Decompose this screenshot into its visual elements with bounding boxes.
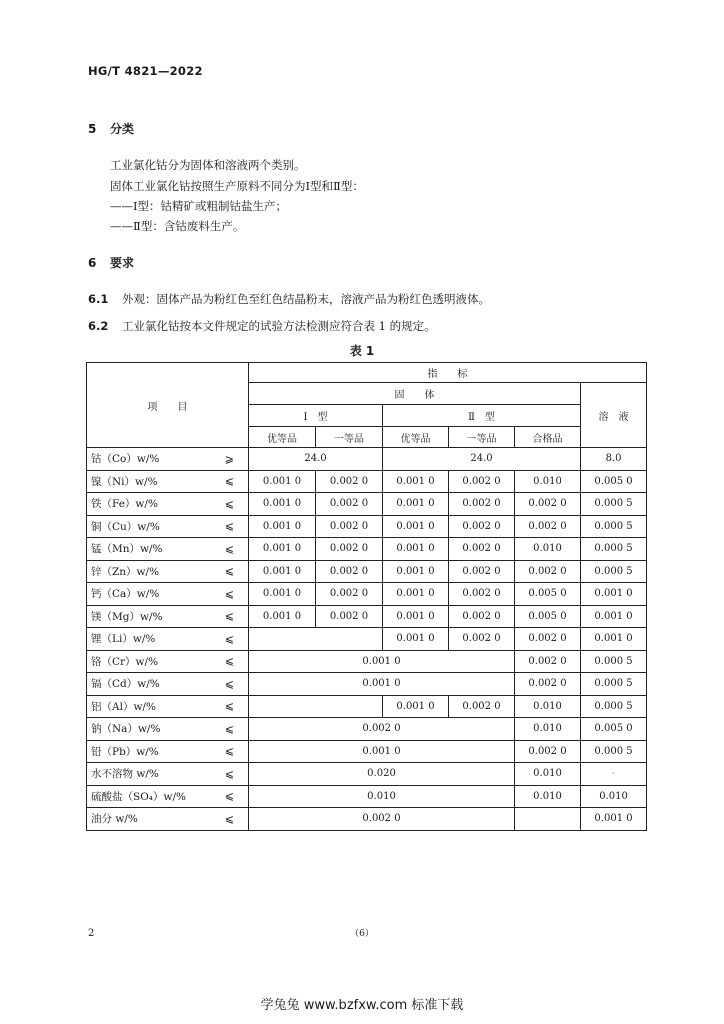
table-cell: 0.002 0	[249, 808, 515, 831]
table-cell: 0.001 0	[249, 673, 515, 696]
operator: ⩽	[224, 632, 234, 646]
operator: ⩽	[224, 767, 234, 781]
table-cell: 0.002 0	[515, 493, 581, 516]
table-cell-empty	[515, 808, 581, 831]
table-cell: 0.000 5	[581, 560, 647, 583]
table-cell: 8.0	[581, 448, 647, 471]
header-t2-first: 一等品	[449, 427, 515, 448]
operator: ⩾	[224, 452, 234, 466]
header-type-2: Ⅱ 型	[383, 405, 581, 427]
table-cell-empty	[249, 628, 383, 651]
table-row	[87, 718, 647, 741]
row-item: 油分 w/% ⩽	[87, 808, 249, 831]
table-cell: 0.001 0	[249, 605, 316, 628]
standard-number: HG/T 4821—2022	[88, 64, 203, 78]
operator: ⩽	[224, 722, 234, 736]
table-cell: 0.002 0	[515, 560, 581, 583]
header-type-1: Ⅰ 型	[249, 405, 383, 427]
row-item: 铅（Pb）w/% ⩽	[87, 740, 249, 763]
section-5-number: 5	[88, 122, 97, 136]
operator: ⩽	[224, 474, 234, 488]
clause-text: 工业氯化钴按本文件规定的试验方法检测应符合表 1 的规定。	[122, 319, 436, 333]
table-row	[87, 740, 647, 763]
table-cell: 0.002 0	[316, 605, 383, 628]
header-t2-qualified: 合格品	[515, 427, 581, 448]
table-row	[87, 650, 647, 673]
section-5-heading	[88, 120, 134, 137]
section-6-heading	[88, 254, 134, 271]
table-cell: 0.000 5	[581, 740, 647, 763]
table-row	[87, 763, 647, 786]
table-cell: 0.000 5	[581, 695, 647, 718]
header-t1-superior: 优等品	[249, 427, 316, 448]
table-cell: 0.001 0	[383, 605, 449, 628]
table-cell: 0.001 0	[383, 470, 449, 493]
table-cell: 0.002 0	[316, 538, 383, 561]
row-item: 硫酸盐（SO₄）w/% ⩽	[87, 785, 249, 808]
table-cell: 0.002 0	[449, 538, 515, 561]
operator: ⩽	[224, 654, 234, 668]
table-cell: 0.001 0	[249, 470, 316, 493]
table-row	[87, 808, 647, 831]
table-cell: 0.010	[515, 785, 581, 808]
table-row	[87, 515, 647, 538]
table-row	[87, 470, 647, 493]
table-row	[87, 538, 647, 561]
row-item: 锰（Mn）w/% ⩽	[87, 538, 249, 561]
table-cell-empty	[249, 695, 383, 718]
page-number: 2	[88, 928, 95, 939]
table-cell: 0.002 0	[449, 583, 515, 606]
table-cell: 0.001 0	[249, 515, 316, 538]
table-cell: 0.002 0	[515, 515, 581, 538]
operator: ⩽	[224, 587, 234, 601]
header-index: 指 标	[249, 363, 647, 383]
operator: ⩽	[224, 677, 234, 691]
operator: ⩽	[224, 744, 234, 758]
row-item: 锂（Li）w/% ⩽	[87, 628, 249, 651]
operator: ⩽	[224, 789, 234, 803]
table-cell: 0.020	[249, 763, 515, 786]
spec-table	[86, 362, 647, 831]
table-cell: 0.001 0	[581, 605, 647, 628]
table-cell: 0.002 0	[449, 695, 515, 718]
table-row	[87, 560, 647, 583]
table-cell: 0.001 0	[383, 538, 449, 561]
table-cell: 0.000 5	[581, 673, 647, 696]
clause-number: 6.2	[88, 319, 109, 333]
table-caption: 表 1	[349, 344, 375, 358]
table-cell: 0.002 0	[316, 515, 383, 538]
table-cell: 0.005 0	[515, 605, 581, 628]
operator: ⩽	[224, 699, 234, 713]
table-row	[87, 695, 647, 718]
table-cell: 0.000 5	[581, 538, 647, 561]
operator: ⩽	[224, 564, 234, 578]
section-5-paragraph: 固体工业氯化钴按照生产原料不同分为Ⅰ型和Ⅱ型：	[110, 179, 364, 193]
section-5-list-item: ——Ⅰ型：钴精矿或粗制钴盐生产；	[110, 199, 288, 213]
table-cell: 0.001 0	[249, 583, 316, 606]
table-cell: 0.000 5	[581, 493, 647, 516]
clause-6-2	[88, 318, 436, 334]
table-cell: 0.001 0	[383, 515, 449, 538]
header-solution: 溶 液	[581, 383, 647, 448]
table-cell: 0.002 0	[316, 470, 383, 493]
row-item: 铬（Cr）w/% ⩽	[87, 650, 249, 673]
table-cell: 0.002 0	[316, 583, 383, 606]
header-t2-superior: 优等品	[383, 427, 449, 448]
clause-text: 外观：固体产品为粉红色至红色结晶粉末，溶液产品为粉红色透明液体。	[122, 292, 490, 306]
table-cell: 0.001 0	[383, 695, 449, 718]
row-item: 钠（Na）w/% ⩽	[87, 718, 249, 741]
row-item: 锌（Zn）w/% ⩽	[87, 560, 249, 583]
table-cell: 0.002 0	[515, 628, 581, 651]
table-row	[87, 628, 647, 651]
section-5-paragraph: 工业氯化钴分为固体和溶液两个类别。	[110, 158, 306, 172]
operator: ⩽	[224, 542, 234, 556]
table-cell: 0.002 0	[449, 493, 515, 516]
table-cell: 0.010	[515, 695, 581, 718]
table-cell: 0.010	[249, 785, 515, 808]
row-item: 水不溶物 w/% ⩽	[87, 763, 249, 786]
table-cell: 0.001 0	[581, 583, 647, 606]
table-cell: 0.002 0	[449, 605, 515, 628]
table-row	[87, 785, 647, 808]
table-cell: 0.001 0	[581, 808, 647, 831]
row-item: 钙（Ca）w/% ⩽	[87, 583, 249, 606]
section-6-title: 要求	[110, 256, 135, 270]
table-cell: 0.010	[515, 718, 581, 741]
section-6-number: 6	[88, 256, 97, 270]
table-cell: 0.002 0	[449, 515, 515, 538]
section-5-title: 分类	[110, 122, 135, 136]
table-cell: 0.002 0	[249, 718, 515, 741]
table-cell: 0.002 0	[449, 470, 515, 493]
table-cell: 0.002 0	[316, 560, 383, 583]
table-cell: 0.002 0	[449, 628, 515, 651]
section-5-list-item: ——Ⅱ型：含钴废料生产。	[110, 219, 245, 233]
table-cell: 0.001 0	[249, 560, 316, 583]
row-item: 镁（Mg）w/% ⩽	[87, 605, 249, 628]
table-cell: 0.001 0	[383, 560, 449, 583]
table-cell: 0.010	[581, 785, 647, 808]
table-cell: 0.001 0	[383, 493, 449, 516]
row-item: 镉（Cd）w/% ⩽	[87, 673, 249, 696]
table-cell: 0.002 0	[515, 740, 581, 763]
header-t1-first: 一等品	[316, 427, 383, 448]
table-cell: 0.001 0	[249, 740, 515, 763]
header-solid: 固 体	[249, 383, 581, 405]
table-cell: 0.005 0	[581, 470, 647, 493]
operator: ⩽	[224, 497, 234, 511]
table-cell: 0.005 0	[581, 718, 647, 741]
table-cell: 0.001 0	[249, 493, 316, 516]
table-row	[87, 493, 647, 516]
table-cell: 0.000 5	[581, 515, 647, 538]
operator: ⩽	[224, 812, 234, 826]
table-cell: 0.001 0	[383, 628, 449, 651]
clause-number: 6.1	[88, 292, 109, 306]
table-cell: 24.0	[249, 448, 383, 471]
table-cell: 0.002 0	[449, 560, 515, 583]
clause-6-1	[88, 291, 490, 307]
row-item: 镍（Ni）w/% ⩽	[87, 470, 249, 493]
table-cell: 0.010	[515, 470, 581, 493]
table-cell: 0.002 0	[515, 650, 581, 673]
table-cell: 0.000 5	[581, 650, 647, 673]
row-item: 铁（Fe）w/% ⩽	[87, 493, 249, 516]
operator: ⩽	[224, 519, 234, 533]
table-cell: 0.001 0	[249, 650, 515, 673]
table-cell: 0.002 0	[515, 673, 581, 696]
table-cell: 0.005 0	[515, 583, 581, 606]
table-row	[87, 605, 647, 628]
table-cell: -	[581, 763, 647, 786]
page-mark: （6）	[350, 929, 374, 939]
table-row	[87, 583, 647, 606]
table-cell: 0.010	[515, 763, 581, 786]
table-cell: 0.002 0	[316, 493, 383, 516]
operator: ⩽	[224, 609, 234, 623]
table-cell: 0.001 0	[581, 628, 647, 651]
row-item: 铜（Cu）w/% ⩽	[87, 515, 249, 538]
table-row	[87, 448, 647, 471]
row-item: 铝（Al）w/% ⩽	[87, 695, 249, 718]
row-item: 钴（Co）w/% ⩾	[87, 448, 249, 471]
table-cell: 24.0	[383, 448, 581, 471]
watermark-footer: 学兔兔 www.bzfxw.com 标准下载	[260, 998, 464, 1013]
table-row	[87, 673, 647, 696]
header-item: 项 目	[87, 363, 249, 448]
table-cell: 0.010	[515, 538, 581, 561]
table-cell: 0.001 0	[383, 583, 449, 606]
table-cell: 0.001 0	[249, 538, 316, 561]
